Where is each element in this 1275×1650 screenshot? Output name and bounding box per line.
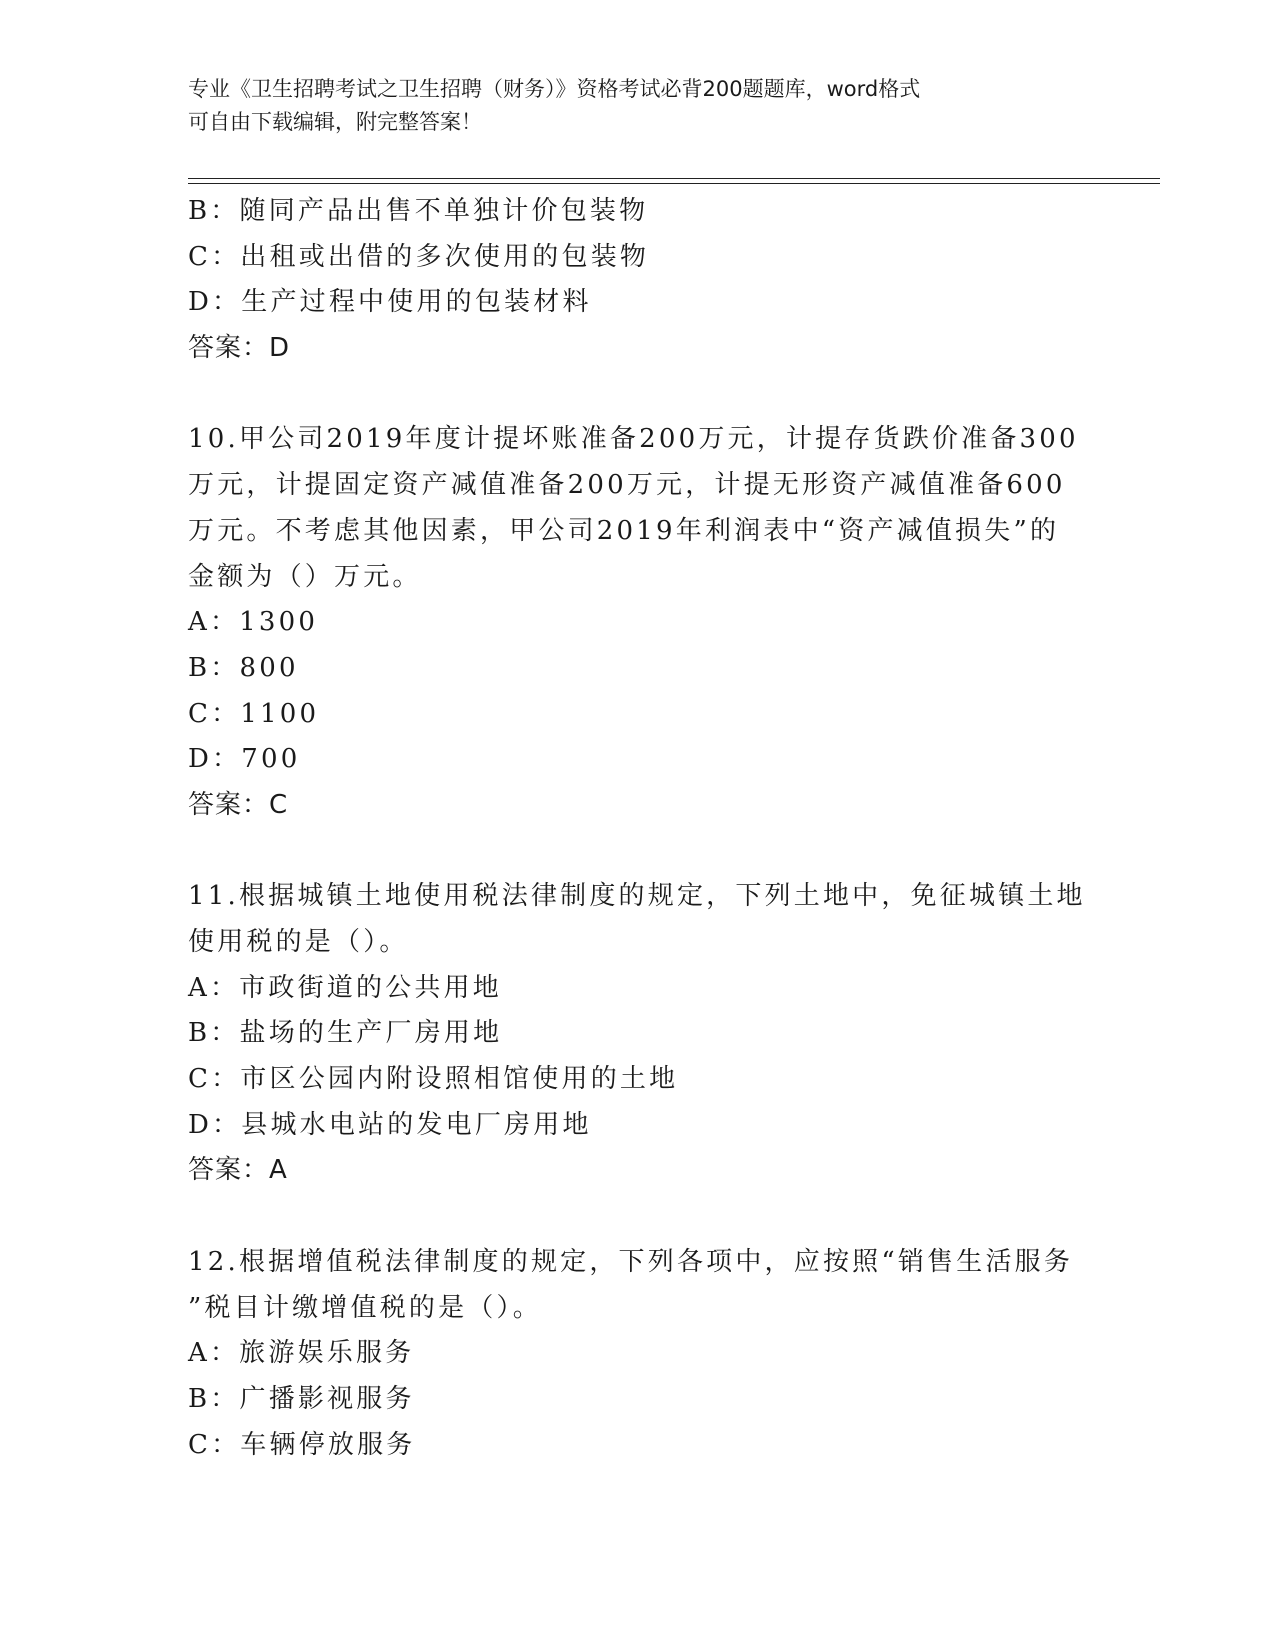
question-stem-line: 金额为（）万元。 bbox=[188, 561, 422, 592]
answer-line: 答案：D bbox=[188, 333, 291, 364]
option-c: C：出租或出借的多次使用的包装物 bbox=[188, 241, 650, 272]
question-stem-line: 万元。不考虑其他因素，甲公司2019年利润表中“资产减值损失”的 bbox=[188, 515, 1060, 546]
option-c: C：市区公园内附设照相馆使用的土地 bbox=[188, 1064, 679, 1095]
question-11 bbox=[188, 874, 1088, 1194]
option-b: B：随同产品出售不单独计价包装物 bbox=[188, 196, 649, 226]
question-10 bbox=[188, 417, 1088, 828]
question-stem-line: 12.根据增值税法律制度的规定，下列各项中，应按照“销售生活服务 bbox=[188, 1246, 1074, 1277]
header-line-1: 专业《卫生招聘考试之卫生招聘（财务）》资格考试必背200题题库，word格式 bbox=[188, 77, 921, 101]
option-b: B：广播影视服务 bbox=[188, 1383, 415, 1414]
option-d: D：县城水电站的发电厂房用地 bbox=[188, 1109, 592, 1140]
question-stem-line: 使用税的是（）。 bbox=[188, 927, 409, 957]
header-divider-bottom bbox=[188, 183, 1160, 184]
option-c: C：1100 bbox=[188, 698, 320, 729]
question-12 bbox=[188, 1240, 1088, 1468]
option-a: A：旅游娱乐服务 bbox=[188, 1338, 415, 1369]
question-stem-line: 10.甲公司2019年度计提坏账准备200万元，计提存货跌价准备300 bbox=[188, 424, 1079, 455]
option-c: C：车辆停放服务 bbox=[188, 1429, 416, 1460]
document-body bbox=[188, 189, 1088, 1468]
option-d: D：700 bbox=[188, 744, 301, 775]
question-stem-line: 万元，计提固定资产减值准备200万元，计提无形资产减值准备600 bbox=[188, 470, 1066, 501]
option-d: D：生产过程中使用的包装材料 bbox=[188, 287, 592, 318]
answer-line: 答案：C bbox=[188, 789, 289, 820]
question-stem-line: 11.根据城镇土地使用税法律制度的规定，下列土地中，免征城镇土地 bbox=[188, 881, 1086, 912]
option-a: A：1300 bbox=[188, 607, 319, 638]
question-9-continued bbox=[188, 189, 1088, 372]
option-a: A：市政街道的公共用地 bbox=[188, 972, 502, 1003]
question-stem-line: ”税目计缴增值税的是（）。 bbox=[188, 1292, 542, 1323]
header-divider-top bbox=[188, 178, 1160, 179]
option-b: B：盐场的生产厂房用地 bbox=[188, 1018, 503, 1049]
header-line-2: 可自由下载编辑，附完整答案！ bbox=[188, 110, 482, 134]
answer-line: 答案：A bbox=[188, 1155, 288, 1186]
option-b: B：800 bbox=[188, 652, 299, 683]
document-header bbox=[188, 73, 1088, 139]
